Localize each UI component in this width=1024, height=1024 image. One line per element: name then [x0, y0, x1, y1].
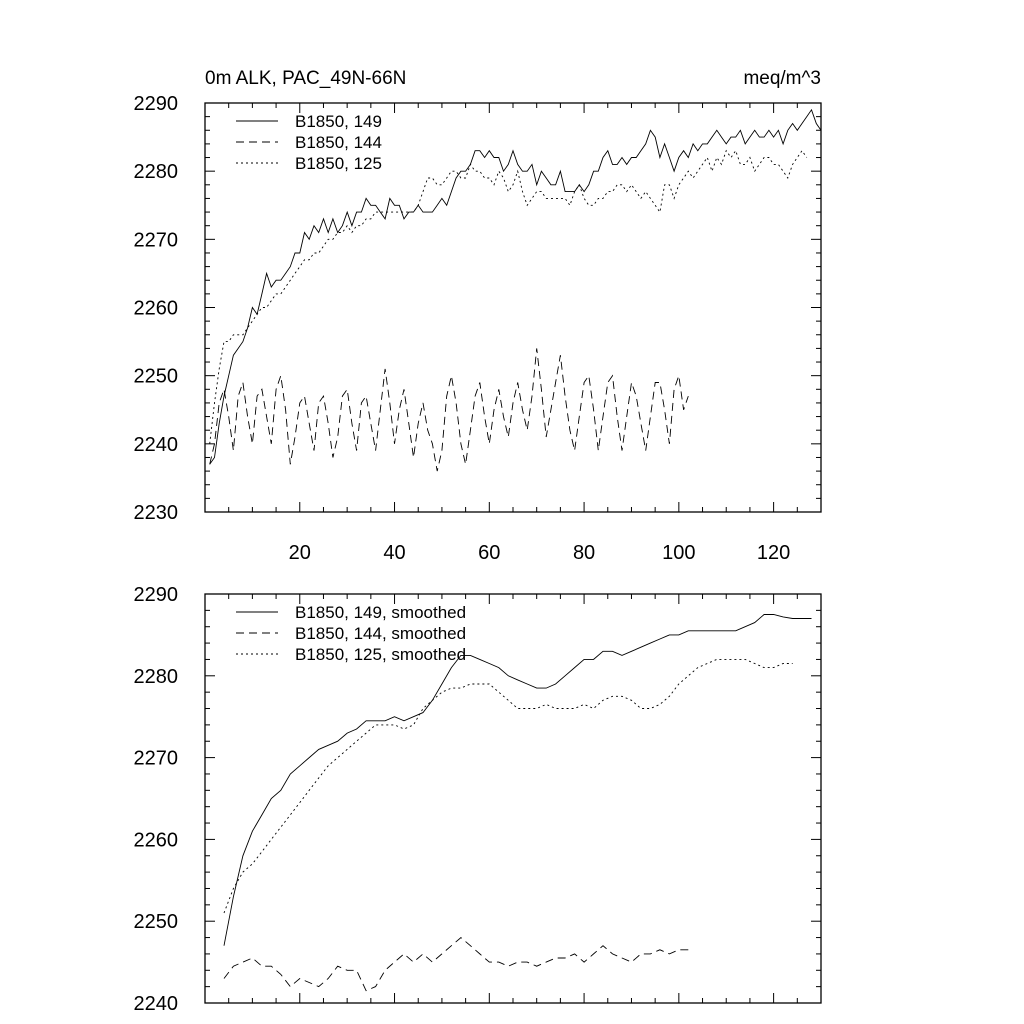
x-tick-label: 120	[756, 542, 791, 564]
series-line	[210, 151, 807, 444]
y-tick-label: 2250	[133, 911, 178, 934]
y-tick-label: 2280	[133, 665, 178, 688]
x-tick-label: 60	[478, 542, 501, 564]
y-tick-label: 2270	[133, 747, 178, 770]
legend-label: B1850, 144, smoothed	[295, 624, 467, 643]
series-line	[224, 615, 812, 946]
y-tick-label: 2260	[133, 297, 178, 320]
legend-label: B1850, 149, smoothed	[295, 603, 467, 622]
y-tick-label: 2290	[133, 584, 178, 606]
series-line	[224, 659, 793, 913]
y-tick-label: 2240	[133, 993, 178, 1015]
legend-label: B1850, 144	[295, 133, 382, 152]
y-tick-label: 2230	[133, 502, 178, 524]
x-tick-label: 40	[383, 542, 406, 564]
y-tick-label: 2240	[133, 433, 178, 456]
chart-title: 0m ALK, PAC_49N-66N	[205, 68, 407, 89]
x-tick-label: 100	[662, 542, 696, 564]
y-tick-label: 2260	[133, 829, 178, 852]
x-tick-label: 80	[572, 542, 596, 564]
x-tick-label: 20	[288, 542, 311, 564]
y-tick-label: 2290	[133, 93, 178, 115]
y-tick-label: 2270	[133, 229, 178, 252]
legend-label: B1850, 149	[295, 112, 382, 131]
y-tick-label: 2250	[133, 365, 178, 388]
legend-label: B1850, 125, smoothed	[295, 645, 467, 664]
y-tick-label: 2280	[133, 161, 178, 184]
bottom-panel	[134, 584, 822, 1015]
top-panel	[134, 93, 822, 564]
series-line	[224, 938, 688, 991]
legend-label: B1850, 125	[295, 154, 382, 173]
series-line	[210, 348, 689, 471]
units-label: meq/m^3	[743, 68, 821, 89]
